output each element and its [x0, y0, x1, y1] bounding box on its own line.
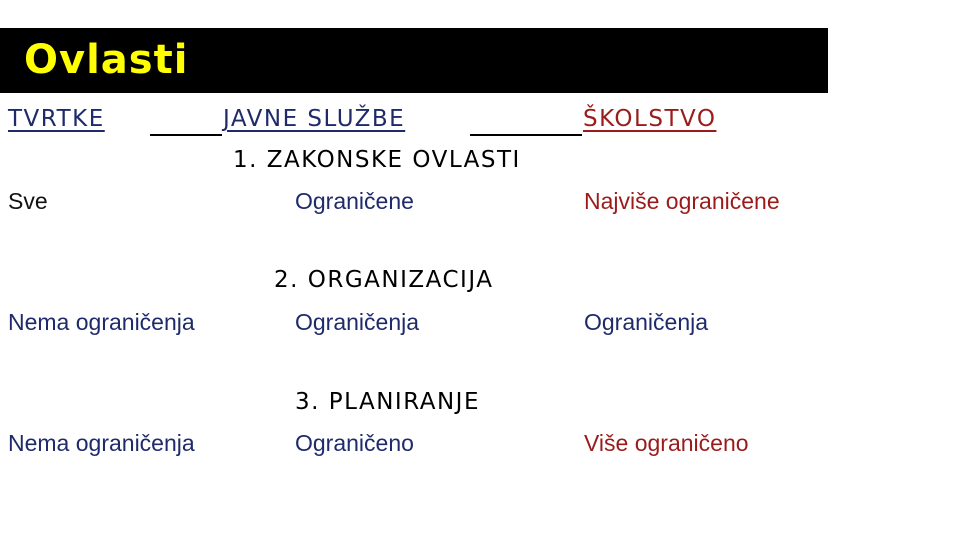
cell-javne-ovlasti: Ograničene	[295, 188, 414, 214]
section-heading-organizacija: 2. ORGANIZACIJA	[274, 267, 494, 293]
cell-skolstvo-planiranje: Više ograničeno	[584, 430, 749, 456]
cell-tvrtke-planiranje: Nema ograničenja	[8, 430, 195, 456]
header-connector-line	[470, 134, 582, 136]
column-header-tvrtke: TVRTKE	[8, 106, 105, 132]
section-heading-planiranje: 3. PLANIRANJE	[295, 389, 480, 415]
cell-tvrtke-ovlasti: Sve	[8, 188, 48, 214]
cell-tvrtke-organizacija: Nema ograničenja	[8, 309, 195, 335]
cell-javne-organizacija: Ograničenja	[295, 309, 420, 335]
column-header-javne-sluzbe: JAVNE SLUŽBE	[223, 106, 406, 132]
slide-title: Ovlasti	[24, 37, 189, 83]
section-heading-zakonske-ovlasti: 1. ZAKONSKE OVLASTI	[233, 147, 521, 173]
cell-javne-planiranje: Ograničeno	[295, 430, 414, 456]
column-header-skolstvo: ŠKOLSTVO	[583, 106, 717, 132]
cell-skolstvo-ovlasti: Najviše ograničene	[584, 188, 780, 214]
cell-skolstvo-organizacija: Ograničenja	[584, 309, 709, 335]
title-bar	[0, 28, 828, 93]
header-connector-line	[150, 134, 222, 136]
